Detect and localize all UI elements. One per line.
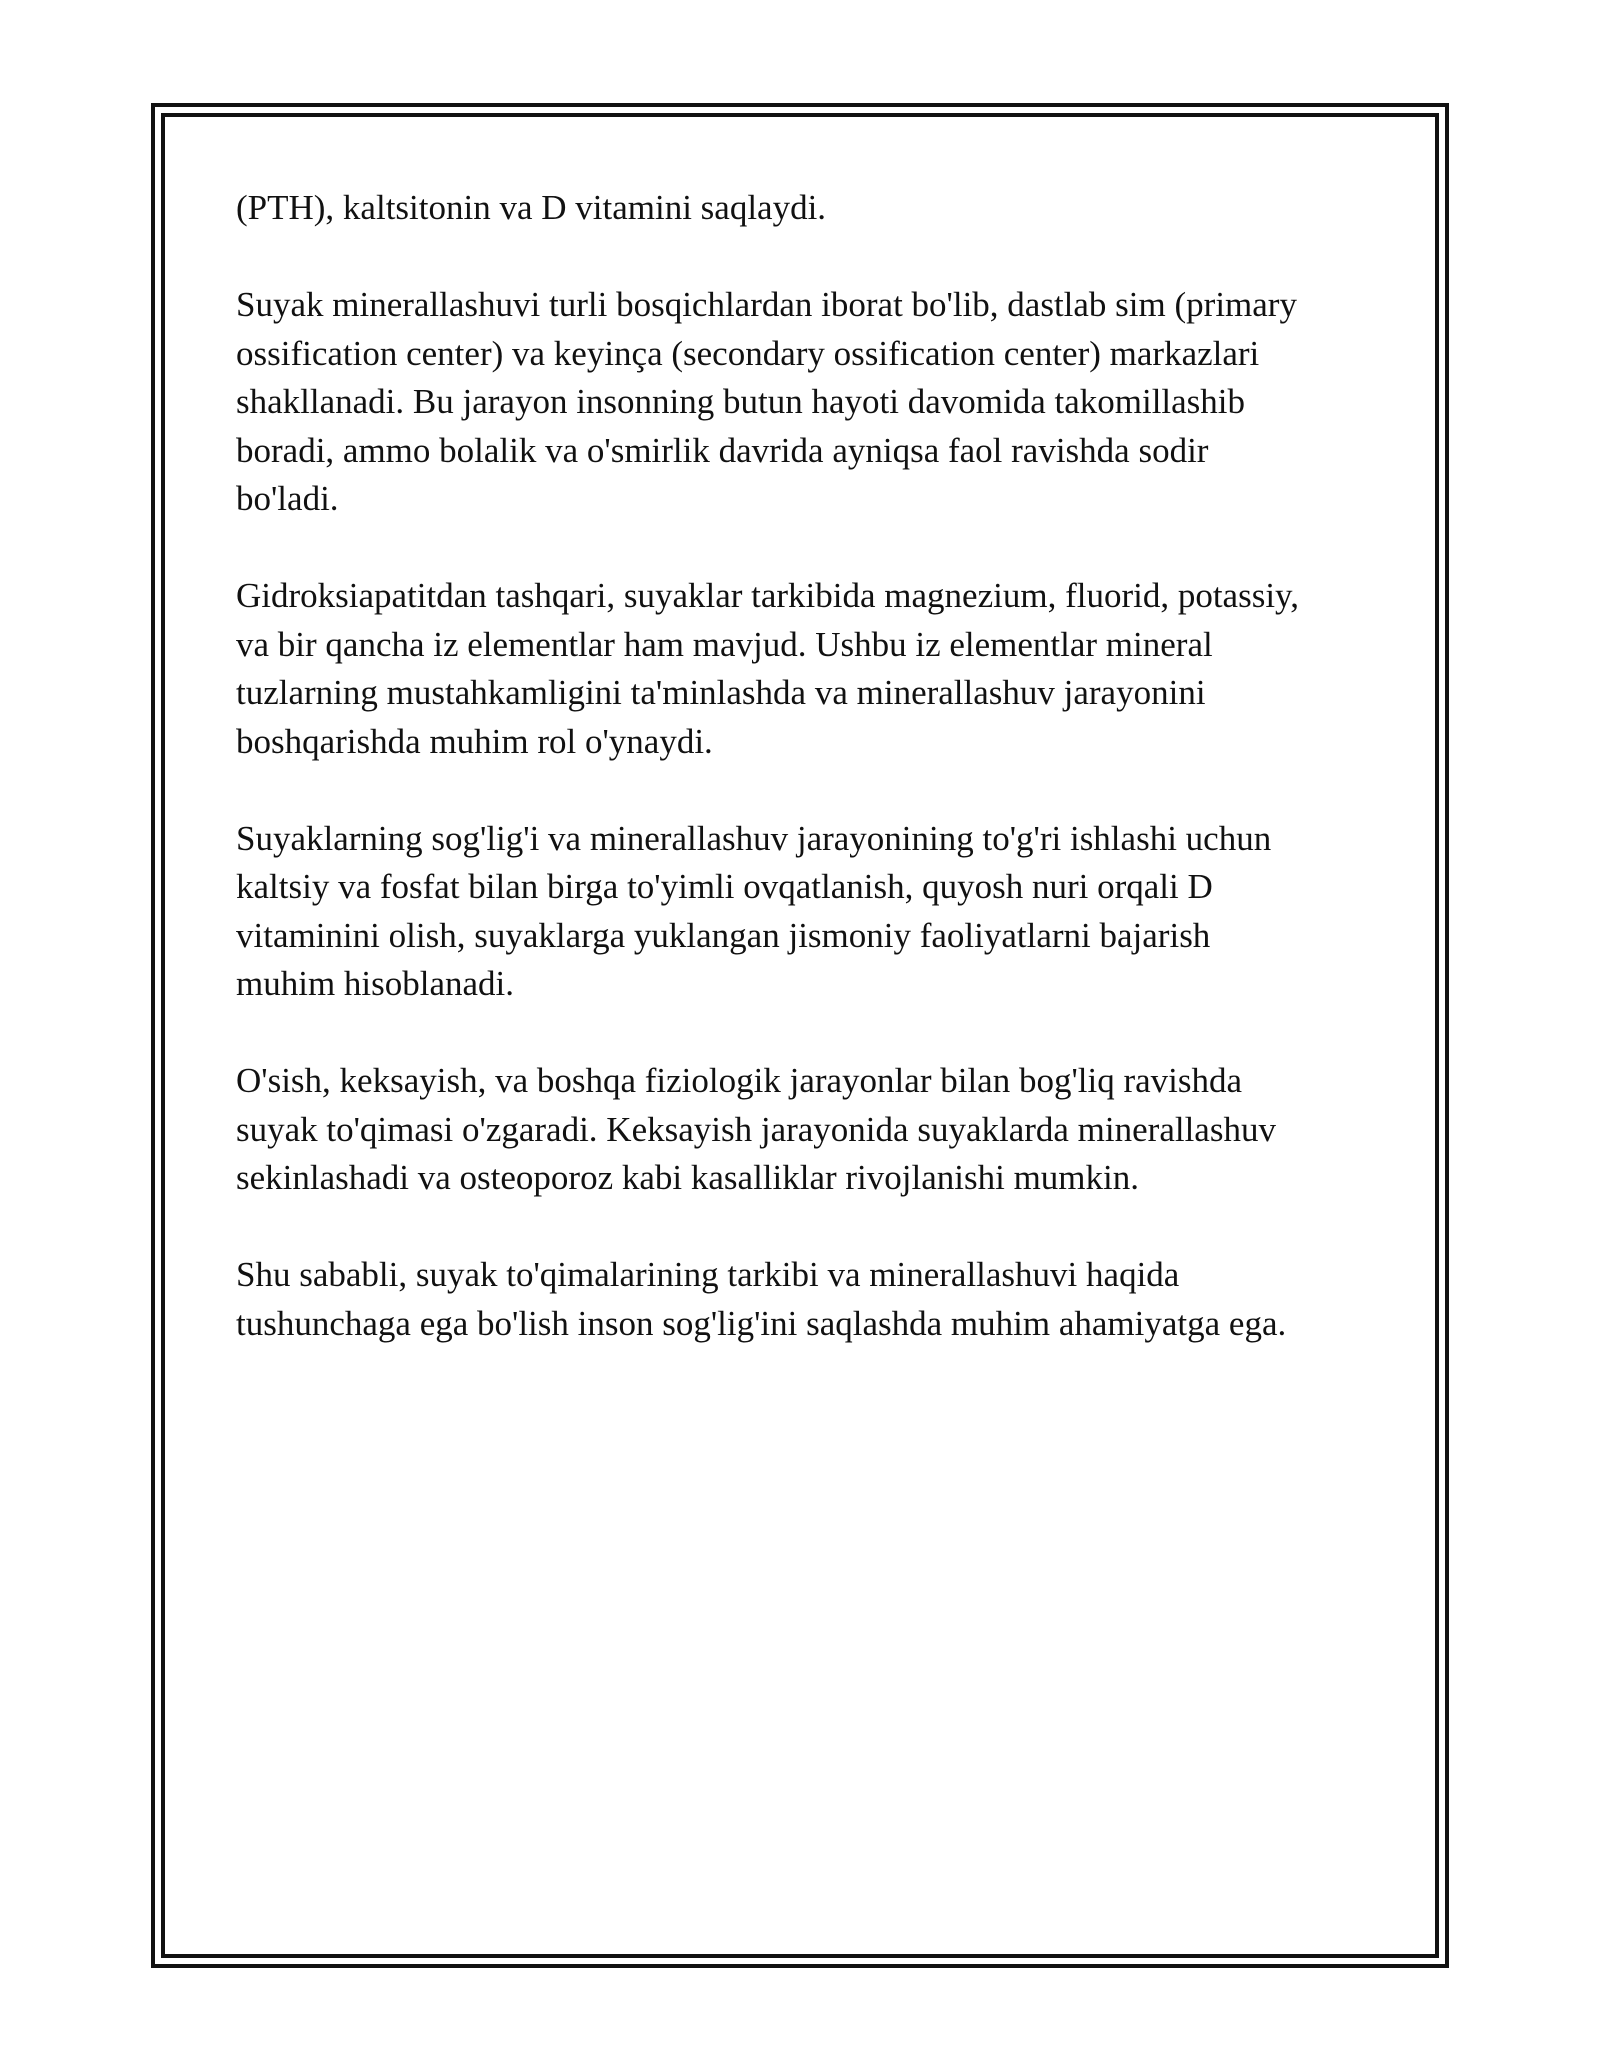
paragraph-bone-health: Suyaklarning sog'lig'i va minerallashuv jarayonining to'g'ri ishlashi uchun kaltsiy va fosfat bilan birga to'yimli ovqatlanish, quyosh nuri orqali D vitaminini olish, suyaklarga yuklangan jismoniy faoliyatlarni bajarish muhim hisoblanadi.	[236, 818, 1272, 1003]
paragraph-aging: O'sish, keksayish, va boshqa fiziologik jarayonlar bilan bog'liq ravishda suyak to'qimasi o'zgaradi. Keksayish jarayonida suyaklarda minerallashuv sekinlashadi va osteoporoz kabi kasalliklar rivojlanishi mumkin.	[236, 1061, 1276, 1197]
paragraph-trace-elements: Gidroksiapatitdan tashqari, suyaklar tarkibida magnezium, fluorid, potassiy, va bir qancha iz elementlar ham mavjud. Ushbu iz elementlar mineral tuzlarning mustahkamligini ta'minlashda va minerallashuv jarayonini boshqarishda muhim rol o'ynaydi.	[236, 576, 1300, 761]
paragraph-conclusion: Shu sababli, suyak to'qimalarining tarkibi va minerallashuvi haqida tushunchaga ega bo'lish inson sog'lig'ini saqlashda muhim ahamiyatga ega.	[236, 1255, 1287, 1343]
document-body	[236, 184, 1366, 1397]
paragraph-pth: (PTH), kaltsitonin va D vitamini saqlaydi.	[236, 188, 827, 227]
paragraph-mineralization-stages: Suyak minerallashuvi turli bosqichlardan iborat bo'lib, dastlab sim (primary ossification center) va keyinça (secondary ossification center) markazlari shakllanadi. Bu jarayon insonning butun hayoti davomida takomillashib boradi, ammo bolalik va o'smirlik davrida ayniqsa faol ravishda sodir bo'ladi.	[236, 285, 1297, 518]
